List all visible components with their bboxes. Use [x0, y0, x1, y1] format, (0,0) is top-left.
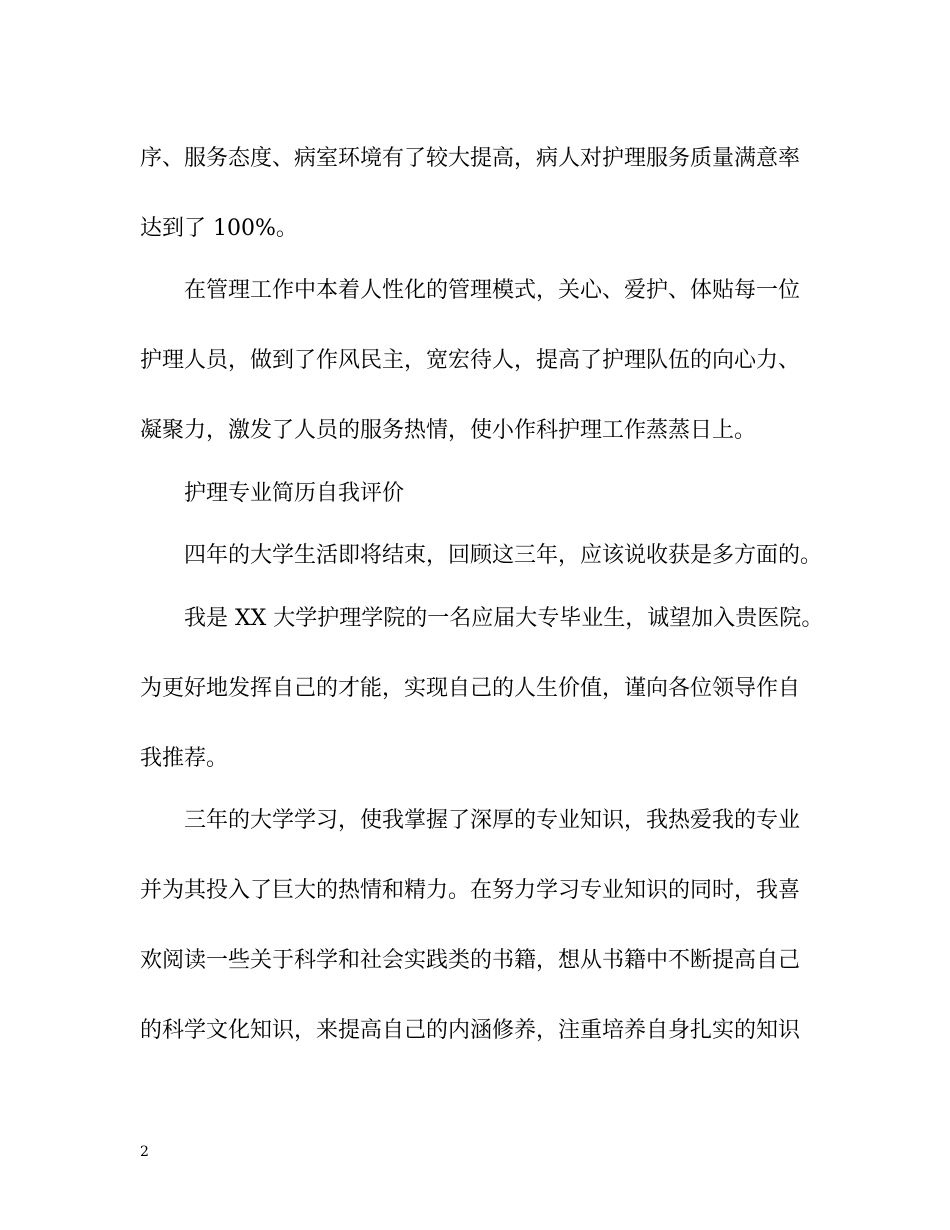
text-line-13: 欢阅读一些关于科学和社会实践类的书籍，想从书籍中不断提高自己	[140, 948, 801, 973]
text-line-2: 达到了 100%。	[140, 216, 298, 241]
section-heading: 护理专业简历自我评价	[184, 481, 405, 506]
text-line-4: 护理人员，做到了作风民主，宽宏待人，提高了护理队伍的向心力、	[140, 348, 801, 373]
text-line-10: 我推荐。	[140, 746, 229, 771]
text-line-14: 的科学文化知识，来提高自己的内涵修养，注重培养自身扎实的知识	[140, 1018, 801, 1043]
text-line-5: 凝聚力，激发了人员的服务热情，使小作科护理工作蒸蒸日上。	[140, 418, 757, 443]
text-line-7: 四年的大学生活即将结束，回顾这三年，应该说收获是多方面的。	[184, 543, 823, 568]
text-line-8: 我是 XX 大学护理学院的一名应届大专毕业生，诚望加入贵医院。	[184, 606, 824, 631]
page-number: 2	[140, 1144, 149, 1160]
text-line-9: 为更好地发挥自己的才能，实现自己的人生价值，谨向各位领导作自	[140, 676, 801, 701]
text-line-1: 序、服务态度、病室环境有了较大提高，病人对护理服务质量满意率	[140, 146, 801, 171]
text-line-3: 在管理工作中本着人性化的管理模式，关心、爱护、体贴每一位	[184, 278, 801, 303]
text-line-11: 三年的大学学习，使我掌握了深厚的专业知识，我热爱我的专业	[184, 808, 801, 833]
text-line-12: 并为其投入了巨大的热情和精力。在努力学习专业知识的同时，我喜	[140, 878, 801, 903]
